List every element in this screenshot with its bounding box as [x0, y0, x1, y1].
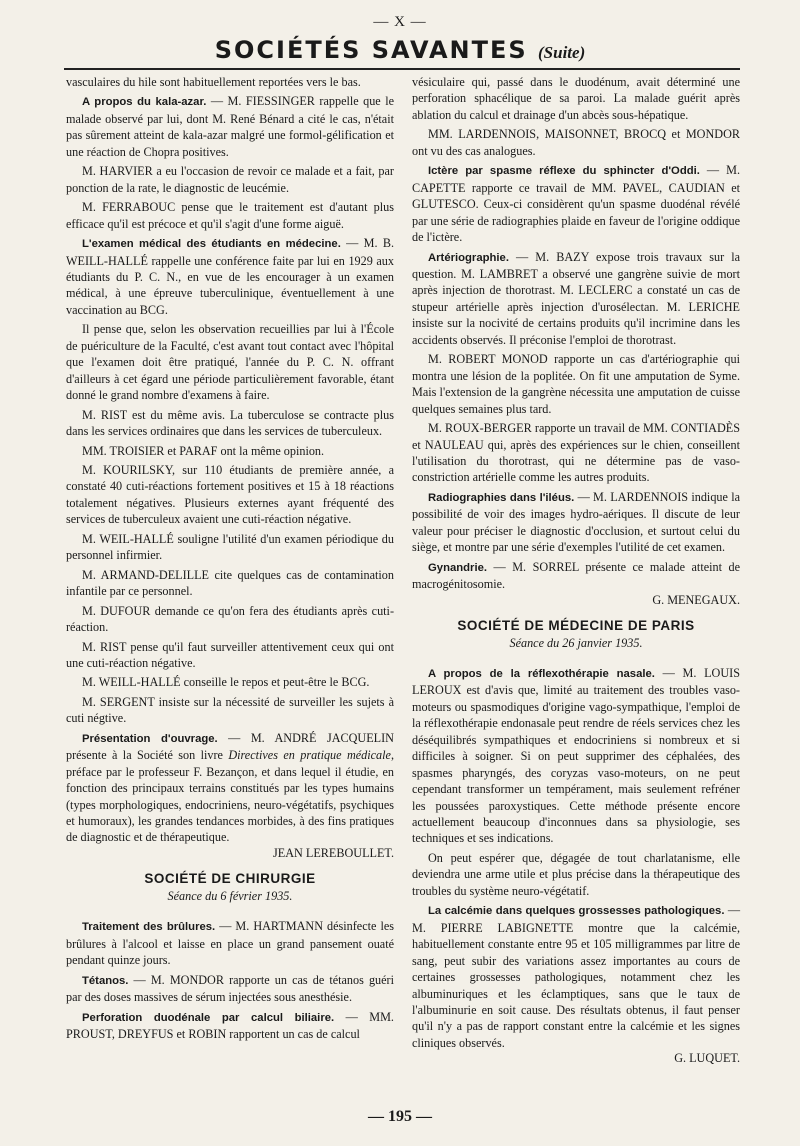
item-title: La calcémie dans quelques grossesses pathologiques. [428, 905, 725, 918]
paragraph: M. HARVIER a eu l'occasion de revoir ce malade et a fait, par ponction de la rate, le diagnostic de leucémie. [66, 164, 394, 195]
paragraph: M. ROUX-BERGER rapporte un travail de MM. CONTIADÈS et NAULEAU qui, après des expériences sur le chien, conseillent l'utilisation du thorotrast, qui ne détermine pas de vaso-constriction artérielle comme les autres produits. [412, 421, 740, 485]
paragraph-reflexotherapie: A propos de la réflexothérapie nasale. — M. LOUIS LEROUX est d'avis que, limité au traitement des troubles vaso-moteurs ou spasmodiques d'origine vago-sympathique, l'emploi de la réflexothérapie endonasale peut rendre de réels services chez les déséquilibrés sympathiques et endocriniens si nombreux et si difficiles à soigner. Si on peut supprimer des céphalées, des spasmes pharyngés, des coryzas vaso-moteurs, on ne peut cependant transformer un tempérament, mais seulement refréner les poussées paroxystiques. Cette méthode présente encore actuellement beaucoup d'inconnues dans sa physiologie, ses techniques et ses indications. [412, 665, 740, 846]
paragraph: M. SERGENT insiste sur la nécessité de surveiller les sujets à cuti négtive. [66, 694, 394, 726]
paragraph-gynandrie: Gynandrie. — M. SORREL présente ce malade atteint de macrogénitosomie. G. MENEGAUX. [412, 559, 740, 607]
paragraph: M. RIST pense qu'il faut surveiller attentivement ceux qui ont une cuti-réaction négative. [66, 639, 394, 670]
item-title: A propos du kala-azar. [82, 96, 207, 109]
item-title: Perforation duodénale par calcul biliaire. [82, 1011, 335, 1024]
paragraph: On peut espérer que, dégagée de tout charlatanisme, elle deviendra une arme utile et plus précise dans la thérapeutique des troubles du système neuro-végétatif. [412, 850, 740, 898]
header-rule [64, 68, 740, 70]
paragraph: M. KOURILSKY, sur 110 étudiants de première année, a constaté 40 cuti-réactions fortement positives et 15 à 18 réactions totalement négatives. Plusieurs externes ayant fréquenté des services de tuberculeux avaient une cuti-réaction négative. [66, 462, 394, 527]
book-title: Directives en pratique médicale [228, 748, 391, 763]
paragraph: M. WEIL-HALLÉ souligne l'utilité d'un examen périodique du personnel infirmier. [66, 531, 394, 563]
paragraph: M. ARMAND-DELILLE cite quelques cas de contamination infantile par ce personnel. [66, 567, 394, 599]
paragraph-ictere: Ictère par spasme réflexe du sphincter d'Oddi. — M. CAPETTE rapporte ce travail de MM. PAVEL, CAUDIAN et GLUTESCO. Ceux-ci considèrent qu'un spasme duodénal révélé par une série de radiographies plaide en faveur de l'origine oddique de l'ictère. [412, 163, 740, 245]
paragraph: M. DUFOUR demande ce qu'on fera des étudiants après cuti-réaction. [66, 603, 394, 635]
paragraph: M. RIST est du même avis. La tuberculose se contracte plus dans les services ordinaires que dans les services de tuberculeux. [66, 407, 394, 439]
item-title: Tétanos. [82, 974, 129, 987]
left-column [66, 74, 394, 1045]
paragraph-brulures: Traitement des brûlures. — M. HARTMANN désinfecte les brûlures à l'alcool et laisse en place un grand pansement ouaté pendant quinze jours. [66, 919, 394, 968]
paragraph-examen-medical: L'examen médical des étudiants en médecine. — M. B. WEILL-HALLÉ rappelle une conférence faite par lui en 1929 aux étudiants du P. C. N., en vue de les encourager à un examen médical, à une épreuve tuberculinique, éventuellement à une vaccination au BCG. [66, 236, 395, 317]
item-title: A propos de la réflexothérapie nasale. [428, 667, 655, 680]
section-title-medecine: SOCIÉTÉ DE MÉDECINE DE PARIS [457, 618, 695, 634]
signature: JEAN LEREBOULLET. [273, 845, 394, 860]
masthead-title: SOCIÉTÉS SAVANTES [214, 36, 528, 64]
paragraph: MM. TROISIER et PARAF ont la même opinion. [82, 443, 325, 458]
section-title-chirurgie: SOCIÉTÉ DE CHIRURGIE [144, 871, 316, 887]
signature: G. MENEGAUX. [652, 592, 740, 607]
item-title: Présentation d'ouvrage. [82, 732, 218, 745]
masthead-suite: (Suite) [538, 43, 586, 62]
paragraph-calcemie: La calcémie dans quelques grossesses pathologiques. — M. PIERRE LABIGNETTE montre que la calcémie, habituellement constante entre 95 et 105 milligrammes par litre de sang, peut subir des variations assez importantes au cours de certaines grossesses pathologiques, notamment chez les albuminuriques et les éclamptiques, sans que le taux de l'albuminurie en soit cause. Des résultats obtenus, il faut penser qu'il n'y a pas de rapport constant entre la calcémie et les signes cliniques observés. G. LUQUET. [412, 903, 740, 1066]
paragraph: MM. LARDENNOIS, MAISONNET, BROCQ et MONDOR ont vu des cas analogues. [412, 127, 740, 158]
item-title: L'examen médical des étudiants en médecine. [82, 238, 341, 251]
paragraph: M. ROBERT MONOD rapporte un cas d'artériographie qui montra une lésion de la poplitée. On fit une amputation de Syme. Mais l'extension de la gangrène nécessita une amputation de cuisse quelques semaines plus tard. [412, 352, 740, 416]
paragraph-arteriographie: Artériographie. — M. BAZY expose trois travaux sur la question. M. LAMBRET a observé une gangrène suivie de mort après injection de thorotrast. M. LECLERC a constaté un cas de stupeur artérielle après injection d'urosélectan. M. LERICHE insiste sur la nocivité de certains produits qu'il incrimine dans les accidents observés. Il préconise l'emploi de thorotrast. [412, 249, 740, 347]
paragraph-perforation: Perforation duodénale par calcul biliaire. — MM. PROUST, DREYFUS et ROBIN rapportent un cas de calcul [66, 1009, 394, 1042]
paragraph-kala-azar: A propos du kala-azar. — M. FIESSINGER rappelle que le malade observé par lui, dont M. René Bénard a cité le cas, n'était pas sûrement atteint de kala-azar malgré une formol-gélification et une réaction de Chopra positives. [66, 94, 394, 159]
item-title: Artériographie. [428, 251, 509, 264]
page-number: — 195 — [368, 1108, 432, 1125]
item-title: Traitement des brûlures. [82, 921, 216, 934]
section-masthead [0, 36, 800, 64]
paragraph-presentation-ouvrage: Présentation d'ouvrage. — M. ANDRÉ JACQUELIN présente à la Société son livre Directives en pratique médicale, préface par le professeur F. Bezançon, et dans lequel il étudie, en fonction des principaux terrains constitués par les types humains (types morphologiques, endocriniens, neuro-végétatifs, psychiques et humoraux), les grandes tendances morbides, à des fins pratiques de diagnostic et de thérapeutique. JEAN LEREBOULLET. [66, 730, 394, 860]
paragraph-radiographies: Radiographies dans l'iléus. — M. LARDENNOIS indique la possibilité de voir des images hydro-aériques. Il discute de leur valeur pour préciser le diagnostic d'occlusion, et surtout celui du siège, et montre par une série d'exemples l'utilité de cet examen. [412, 489, 740, 555]
seance-date: Séance du 6 février 1935. [167, 888, 293, 903]
item-title: Gynandrie. [428, 561, 488, 574]
paragraph: Il pense que, selon les observation recueillies par lui à l'École de puériculture de la Faculté, c'est avant tout contact avec l'hôpital que l'examen doit être pratiqué, l'année du P. C. N. offrant d'ailleurs à cet égard une période particulièrement favorable, étant donné le grand nombre d'examens à faire. [66, 322, 394, 403]
item-title: Ictère par spasme réflexe du sphincter d'Oddi. [428, 165, 700, 178]
signature: G. LUQUET. [674, 1051, 740, 1066]
page-roman-number: — X — [373, 14, 427, 30]
paragraph: vésiculaire qui, passé dans le duodénum, avait déterminé une perforation sphacélique de sa paroi. La malade guérit après ablation du calcul et drainage d'un abcès sous-hépatique. [412, 75, 740, 122]
paragraph: M. FERRABOUC pense que le traitement est d'autant plus efficace qu'il est précoce et qu'il s'agit d'une forme aiguë. [66, 200, 394, 231]
paragraph-tetanos: Tétanos. — M. MONDOR rapporte un cas de tétanos guéri par des doses massives de sérum injectées sous anesthésie. [66, 972, 394, 1005]
paragraph: vasculaires du hile sont habituellement reportées vers le bas. [66, 75, 361, 89]
item-title: Radiographies dans l'iléus. [428, 491, 575, 504]
paragraph: M. WEILL-HALLÉ conseille le repos et peut-être le BCG. [82, 675, 370, 690]
seance-date: Séance du 26 janvier 1935. [509, 635, 643, 650]
right-column [412, 74, 740, 1070]
